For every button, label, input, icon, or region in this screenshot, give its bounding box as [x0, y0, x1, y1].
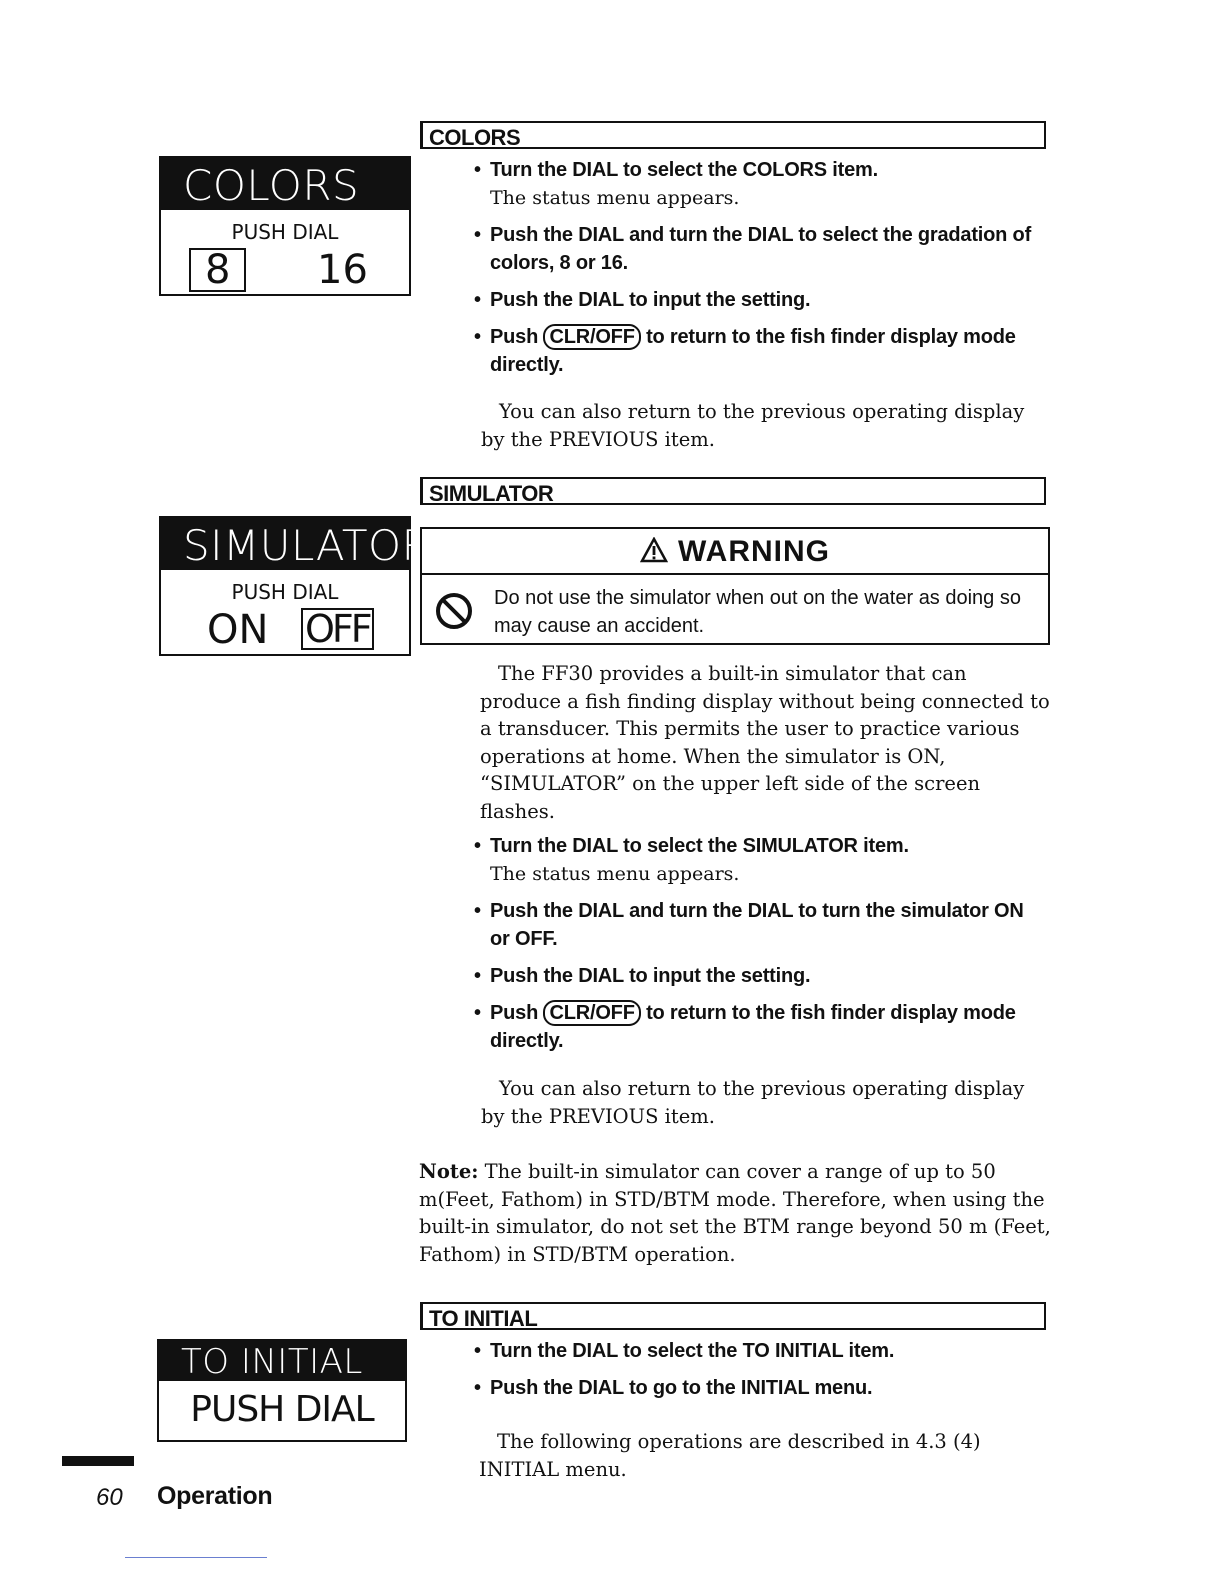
to-initial-reference-note: The following operations are described in 4.3 (4) INITIAL menu. [479, 1430, 981, 1481]
colors-option-8-selected: 8 [189, 248, 246, 292]
colors-option-16: 16 [317, 247, 368, 293]
simulator-step-3: • Push the DIAL to input the setting. [474, 962, 1054, 990]
simulator-step-4: • Push CLR/OFF to return to the fish finder display mode directly. [474, 999, 1054, 1055]
warning-text-block [422, 575, 1048, 640]
warning-box [420, 527, 1050, 645]
simulator-option-off-selected: OFF [301, 608, 374, 650]
colors-screen-title: COLORS [161, 158, 409, 210]
simulator-step-1: • Turn the DIAL to select the SIMULATOR item. The status menu appears. [474, 832, 1054, 888]
colors-step-4: • Push CLR/OFF to return to the fish finder display mode directly. [474, 323, 1054, 379]
simulator-previous-note: You can also return to the previous operating display by the PREVIOUS item. [481, 1077, 1025, 1128]
colors-screen-prompt: PUSH DIAL [231, 220, 339, 244]
simulator-screen-title: SIMULATOR [161, 518, 409, 570]
clr-off-key: CLR/OFF [543, 1000, 640, 1026]
colors-screen-options [161, 244, 409, 294]
simulator-step-2: • Push the DIAL and turn the DIAL to turn the simulator ON or OFF. [474, 897, 1054, 953]
to-initial-section-header: TO INITIAL [420, 1302, 1046, 1330]
prohibited-icon [434, 591, 474, 631]
bottom-rule [125, 1557, 267, 1558]
to-initial-screen-title: TO INITIAL [159, 1341, 405, 1381]
to-initial-steps [474, 1337, 1054, 1411]
note-text: The built-in simulator can cover a range of up to 50 m(Feet, Fathom) in STD/BTM mode. Therefore, when using the built-in simulator, do not set the BTM range beyond 50 m (Feet, Fathom) in STD/BTM operation. [419, 1160, 1051, 1266]
note-label: Note: [419, 1160, 479, 1183]
to-initial-step-1: • Turn the DIAL to select the TO INITIAL item. [474, 1337, 1054, 1365]
colors-step-3: • Push the DIAL to input the setting. [474, 286, 1054, 314]
simulator-intro: The FF30 provides a built-in simulator that can produce a fish finding display without being connected to a transducer. This permits the user to practice various operations at home. When the simulator is ON, “SIMULATOR” on the upper left side of the screen flashes. [480, 662, 1050, 823]
colors-section-header: COLORS [420, 121, 1046, 149]
colors-steps [474, 156, 1054, 388]
running-footer-section: Operation [157, 1482, 273, 1510]
colors-step-1: • Turn the DIAL to select the COLORS item. The status menu appears. [474, 156, 1054, 212]
warning-text: Do not use the simulator when out on the water as doing so may cause an accident. [494, 587, 1021, 637]
simulator-section-header: SIMULATOR [420, 477, 1046, 505]
clr-off-key: CLR/OFF [543, 324, 640, 350]
footer-thick-rule [62, 1456, 134, 1466]
simulator-steps [474, 832, 1054, 1064]
warning-title: WARNING [422, 529, 1048, 575]
page-number: 60 [96, 1484, 123, 1511]
simulator-range-note [419, 1158, 1051, 1268]
colors-screen-illustration [159, 156, 411, 296]
colors-step-2: • Push the DIAL and turn the DIAL to select the gradation of colors, 8 or 16. [474, 221, 1054, 277]
simulator-screen-prompt: PUSH DIAL [231, 580, 339, 604]
to-initial-screen-prompt: PUSH DIAL [190, 1389, 374, 1430]
simulator-screen-illustration [159, 516, 432, 656]
warning-triangle-icon [640, 537, 668, 563]
simulator-option-on: ON [207, 607, 269, 653]
to-initial-screen-illustration [157, 1339, 407, 1442]
simulator-screen-options [161, 604, 409, 654]
to-initial-step-2: • Push the DIAL to go to the INITIAL menu. [474, 1374, 1054, 1402]
colors-previous-note: You can also return to the previous operating display by the PREVIOUS item. [481, 400, 1025, 451]
